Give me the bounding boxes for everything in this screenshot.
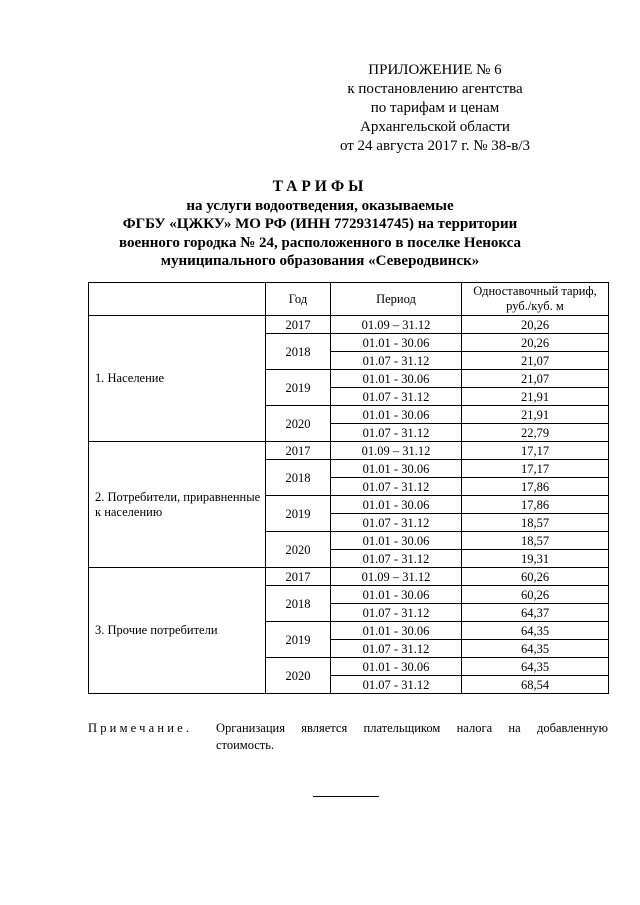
- period-cell: 01.01 - 30.06: [331, 460, 462, 478]
- consumer-category: 1. Население: [89, 316, 266, 442]
- tariff-cell: 64,37: [462, 604, 609, 622]
- tariff-cell: 17,86: [462, 478, 609, 496]
- tariff-cell: 17,17: [462, 460, 609, 478]
- appendix-line: Архангельской области: [360, 119, 510, 135]
- period-cell: 01.07 - 31.12: [331, 352, 462, 370]
- year-cell: 2018: [266, 460, 331, 496]
- header-tariff: Одноставочный тариф, руб./куб. м: [462, 283, 609, 316]
- table-header-row: [89, 283, 609, 316]
- title-heading: ТАРИФЫ: [272, 178, 368, 195]
- table-row: [89, 442, 609, 460]
- appendix-line: от 24 августа 2017 г. № 38-в/3: [339, 138, 531, 154]
- tariff-cell: 22,79: [462, 424, 609, 442]
- tariff-cell: 64,35: [462, 640, 609, 658]
- year-cell: 2017: [266, 316, 331, 334]
- period-cell: 01.09 – 31.12: [331, 316, 462, 334]
- tariff-cell: 20,26: [462, 334, 609, 352]
- note-label: Примечание.: [88, 721, 193, 735]
- title-line: на услуги водоотведения, оказываемые: [186, 197, 454, 214]
- title-line: муниципального образования «Северодвинск»: [160, 253, 480, 269]
- title-line: военного городка № 24, расположенного в поселке Ненокса: [118, 234, 521, 251]
- tariff-cell: 21,91: [462, 406, 609, 424]
- year-cell: 2017: [266, 442, 331, 460]
- period-cell: 01.07 - 31.12: [331, 424, 462, 442]
- title-line: ФГБУ «ЦЖКУ» МО РФ (ИНН 7729314745) на территории: [122, 216, 518, 232]
- period-cell: 01.09 – 31.12: [331, 442, 462, 460]
- tariff-cell: 18,57: [462, 514, 609, 532]
- note-text-line: стоимость.: [216, 738, 275, 752]
- document-title: [70, 178, 570, 271]
- consumer-category: 3. Прочие потребители: [89, 568, 266, 694]
- period-cell: 01.01 - 30.06: [331, 334, 462, 352]
- year-cell: 2018: [266, 334, 331, 370]
- tariff-cell: 21,91: [462, 388, 609, 406]
- tariff-table: [88, 282, 609, 694]
- header-period: Период: [331, 283, 462, 316]
- tariff-cell: 60,26: [462, 568, 609, 586]
- period-cell: 01.07 - 31.12: [331, 478, 462, 496]
- appendix-header: [330, 61, 540, 156]
- period-cell: 01.07 - 31.12: [331, 676, 462, 694]
- period-cell: 01.07 - 31.12: [331, 604, 462, 622]
- period-cell: 01.01 - 30.06: [331, 622, 462, 640]
- year-cell: 2020: [266, 658, 331, 694]
- year-cell: 2019: [266, 622, 331, 658]
- header-consumer: [89, 283, 266, 316]
- tariff-cell: 17,86: [462, 496, 609, 514]
- period-cell: 01.09 – 31.12: [331, 568, 462, 586]
- appendix-line: по тарифам и ценам: [370, 100, 500, 116]
- period-cell: 01.07 - 31.12: [331, 514, 462, 532]
- year-cell: 2020: [266, 406, 331, 442]
- table-row: [89, 568, 609, 586]
- period-cell: 01.01 - 30.06: [331, 586, 462, 604]
- table-row: [89, 316, 609, 334]
- year-cell: 2020: [266, 532, 331, 568]
- appendix-line: ПРИЛОЖЕНИЕ № 6: [368, 62, 502, 78]
- note-text-line: Организация является плательщиком налога на добавленную: [216, 721, 608, 735]
- tariff-cell: 60,26: [462, 586, 609, 604]
- period-cell: 01.01 - 30.06: [331, 496, 462, 514]
- tariff-cell: 64,35: [462, 658, 609, 676]
- period-cell: 01.01 - 30.06: [331, 532, 462, 550]
- year-cell: 2019: [266, 370, 331, 406]
- header-year: Год: [266, 283, 331, 316]
- consumer-category: 2. Потребители, приравненные к населению: [89, 442, 266, 568]
- tariff-cell: 21,07: [462, 352, 609, 370]
- tariff-cell: 19,31: [462, 550, 609, 568]
- period-cell: 01.07 - 31.12: [331, 640, 462, 658]
- tariff-cell: 64,35: [462, 622, 609, 640]
- year-cell: 2019: [266, 496, 331, 532]
- period-cell: 01.07 - 31.12: [331, 550, 462, 568]
- tariff-cell: 21,07: [462, 370, 609, 388]
- tariff-cell: 18,57: [462, 532, 609, 550]
- period-cell: 01.01 - 30.06: [331, 406, 462, 424]
- tariff-cell: 20,26: [462, 316, 609, 334]
- period-cell: 01.07 - 31.12: [331, 388, 462, 406]
- period-cell: 01.01 - 30.06: [331, 658, 462, 676]
- period-cell: 01.01 - 30.06: [331, 370, 462, 388]
- appendix-line: к постановлению агентства: [347, 81, 523, 97]
- year-cell: 2017: [266, 568, 331, 586]
- tariff-cell: 17,17: [462, 442, 609, 460]
- year-cell: 2018: [266, 586, 331, 622]
- end-divider: [313, 796, 379, 797]
- note-text: [216, 720, 608, 754]
- tariff-cell: 68,54: [462, 676, 609, 694]
